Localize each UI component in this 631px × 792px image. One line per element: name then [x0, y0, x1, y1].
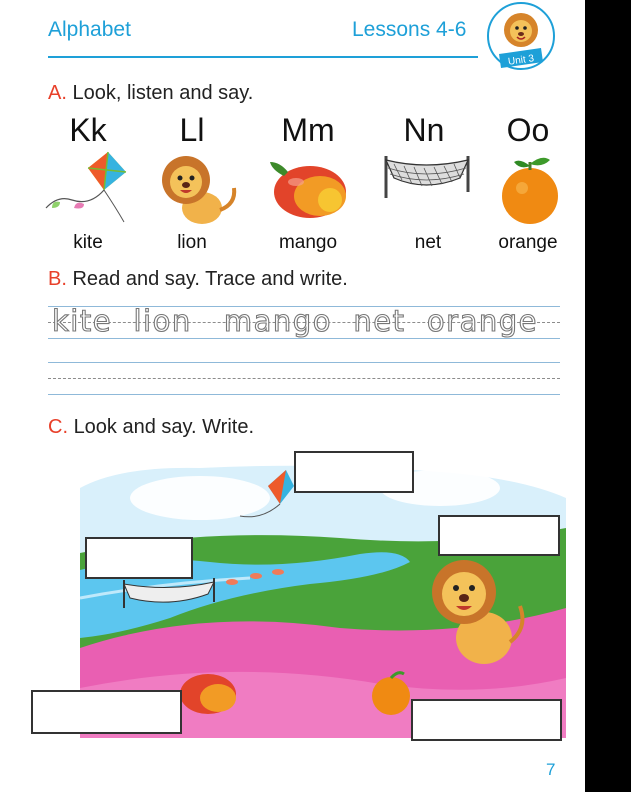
section-a-heading: [48, 82, 253, 105]
net-icon: [380, 148, 476, 228]
word-net: net: [414, 232, 442, 253]
section-a-instruction: Look, listen and say.: [72, 82, 254, 104]
answer-box-orange[interactable]: [411, 699, 562, 741]
page-number: 7: [546, 760, 556, 779]
answer-box-net[interactable]: [85, 537, 193, 579]
answer-box-kite[interactable]: [294, 451, 414, 493]
section-a-letter: A.: [48, 82, 67, 104]
lion-picture: [150, 148, 246, 228]
unit-badge-label: Unit 3: [507, 53, 535, 68]
page-title: Alphabet: [48, 18, 131, 41]
answer-box-mango[interactable]: [31, 690, 182, 734]
letter-pair-mm: Mm: [281, 112, 335, 148]
header-divider: [48, 56, 478, 58]
section-b-heading: [48, 268, 348, 291]
word-kite: kite: [73, 232, 103, 253]
lion-icon: [504, 13, 538, 47]
answer-box-lion[interactable]: [438, 515, 560, 556]
writing-line-top-2: [48, 362, 560, 363]
mango-icon: [262, 148, 358, 228]
section-c-letter: C.: [48, 416, 68, 438]
section-b-instruction: Read and say. Trace and write.: [72, 268, 348, 290]
section-c-instruction: Look and say. Write.: [73, 416, 255, 438]
letter-pair-kk: Kk: [69, 112, 107, 148]
dark-margin: [585, 0, 631, 792]
word-orange: orange: [498, 232, 558, 253]
writing-line-base: [48, 338, 560, 339]
letter-pair-nn: Nn: [403, 112, 445, 148]
word-mango: mango: [278, 232, 338, 253]
word-lion: lion: [177, 232, 207, 253]
writing-line-base-2[interactable]: [48, 394, 560, 395]
writing-line-mid-2: [48, 378, 560, 379]
letter-pair-oo: Oo: [506, 112, 550, 148]
kite-icon: [38, 148, 134, 228]
orange-icon: [486, 148, 582, 228]
trace-words[interactable]: kite lion mango net orange: [52, 304, 538, 338]
section-b-letter: B.: [48, 268, 67, 290]
unit-badge: [483, 2, 561, 72]
lessons-label: Lessons 4-6: [352, 18, 467, 41]
mango-icon: [180, 674, 236, 714]
section-c-heading: [48, 416, 254, 439]
letter-pair-ll: Ll: [179, 112, 205, 148]
